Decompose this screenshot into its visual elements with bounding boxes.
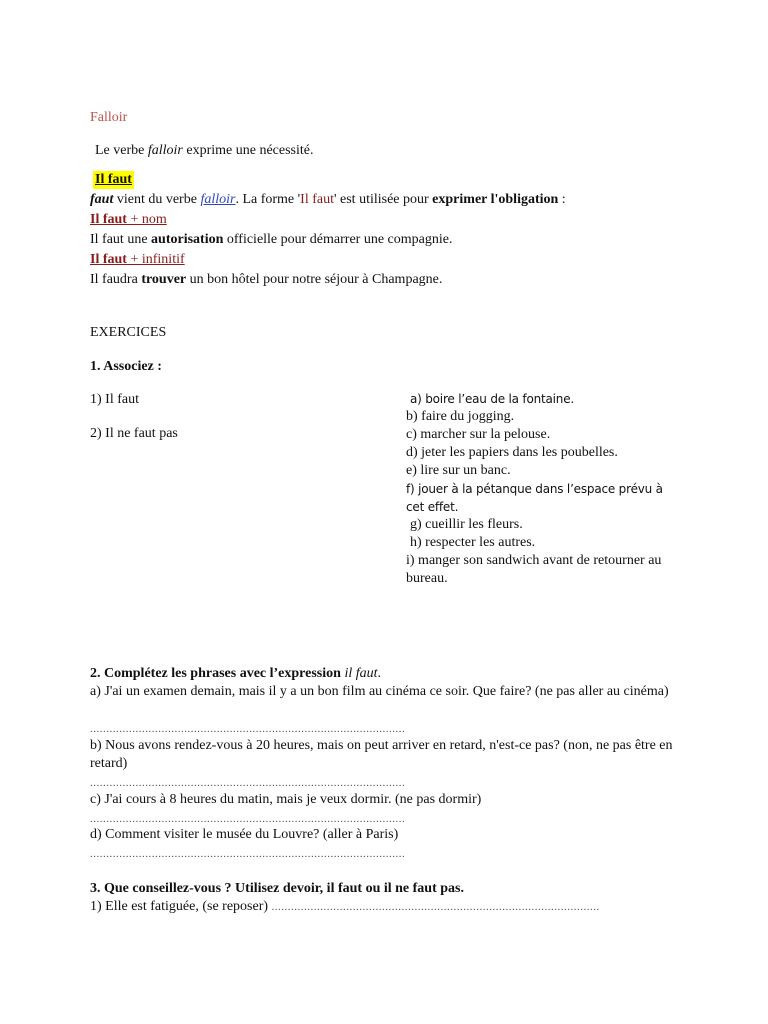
il-faut-nom-heading	[90, 211, 167, 229]
ex2-item-d: d) Comment visiter le musée du Louvre? (aller à Paris)	[90, 827, 399, 842]
il-faut-infinitif-heading	[90, 251, 185, 269]
ex1-heading: 1. Associez :	[90, 359, 162, 374]
il-faut-nom-example	[90, 231, 452, 249]
ex1-option-e: e) lire sur un banc.	[406, 463, 511, 478]
il-faut-heading: Il faut	[95, 172, 132, 187]
ex2-answer-line-c[interactable]: .................................................................................................	[90, 813, 406, 825]
ex1-option-f: f) jouer à la pétanque dans l’espace prévu à cet effet.	[406, 482, 663, 514]
ex2-num: 2	[90, 666, 97, 681]
faut-word: faut	[90, 192, 114, 207]
inf-ex-c: un bon hôtel pour notre séjour à Champagne.	[186, 272, 443, 287]
ex2-answer-line-b[interactable]: .................................................................................................	[90, 777, 406, 789]
ex1-option-h: h) respecter les autres.	[410, 535, 536, 550]
inf-ex-b: trouver	[141, 272, 187, 287]
ex3-heading: 3. Que conseillez-vous ? Utilisez devoir, il faut ou il ne faut pas.	[90, 881, 464, 896]
ex3-answer-line[interactable]: .....................................................................................................	[271, 901, 600, 913]
ex1-left-2: 2) Il ne faut pas	[90, 426, 178, 441]
ex1-option-c: c) marcher sur la pelouse.	[406, 427, 551, 442]
page-title: Falloir	[90, 110, 128, 125]
ex2-heading	[90, 665, 381, 683]
inf-head-a: Il faut	[90, 252, 127, 267]
explanation-text-2: . La forme '	[235, 192, 301, 207]
ex2-item-a: a) J'ai un examen demain, mais il y a un bon film au cinéma ce soir. Que faire? (ne pas aller au cinéma)	[90, 684, 669, 699]
il-faut-explanation	[90, 191, 566, 209]
ex1-option-g: g) cueillir les fleurs.	[410, 517, 523, 532]
falloir-link[interactable]: falloir	[200, 192, 236, 207]
exercices-label: EXERCICES	[90, 325, 167, 340]
ex1-left-1: 1) Il faut	[90, 392, 139, 407]
ex2-heading-end: .	[377, 666, 381, 681]
ex2-answer-line-a[interactable]: .................................................................................................	[90, 723, 406, 735]
nom-ex-a: Il faut une	[90, 232, 152, 247]
inf-ex-a: Il faudra	[90, 272, 142, 287]
intro-prefix: Le verbe	[95, 143, 148, 158]
inf-head-b: +	[126, 252, 142, 267]
ex2-item-b: b) Nous avons rendez-vous à 20 heures, mais on peut arriver en retard, n'est-ce pas? (non, ne pas être en retard)	[90, 738, 673, 771]
ex1-option-d: d) jeter les papiers dans les poubelles.	[406, 445, 618, 460]
il-faut-infinitif-example	[90, 271, 442, 289]
ex1-option-i: i) manger son sandwich avant de retourner au bureau.	[406, 553, 662, 586]
il-faut-quote: Il faut	[300, 192, 334, 207]
explanation-text-1: vient du verbe	[113, 192, 201, 207]
ex1-option-b: b) faire du jogging.	[406, 409, 515, 424]
nom-head-a: Il faut	[90, 212, 127, 227]
obligation-phrase: exprimer l'obligation	[432, 192, 559, 207]
nom-head-b: +	[126, 212, 142, 227]
ex3-item-text: 1) Elle est fatiguée, (se reposer)	[90, 899, 272, 914]
inf-head-c: infinitif	[141, 252, 185, 267]
ex2-expr: il faut	[344, 666, 378, 681]
intro-suffix: exprime une nécessité.	[182, 143, 314, 158]
nom-ex-c: officielle pour démarrer une compagnie.	[223, 232, 453, 247]
nom-head-c: nom	[141, 212, 167, 227]
intro-sentence	[95, 142, 314, 160]
explanation-text-4: :	[558, 192, 566, 207]
ex1-option-a: a) boire l’eau de la fontaine.	[410, 392, 574, 406]
ex2-answer-line-d[interactable]: .................................................................................................	[90, 848, 406, 860]
intro-verb: falloir	[147, 143, 183, 158]
nom-ex-b: autorisation	[151, 232, 224, 247]
ex3-item-1	[90, 898, 600, 916]
ex1-right-list	[406, 390, 676, 588]
ex2-item-c: c) J'ai cours à 8 heures du matin, mais je veux dormir. (ne pas dormir)	[90, 792, 482, 807]
ex2-heading-text: . Complétez les phrases avec l’expression	[97, 666, 345, 681]
explanation-text-3: ' est utilisée pour	[334, 192, 433, 207]
